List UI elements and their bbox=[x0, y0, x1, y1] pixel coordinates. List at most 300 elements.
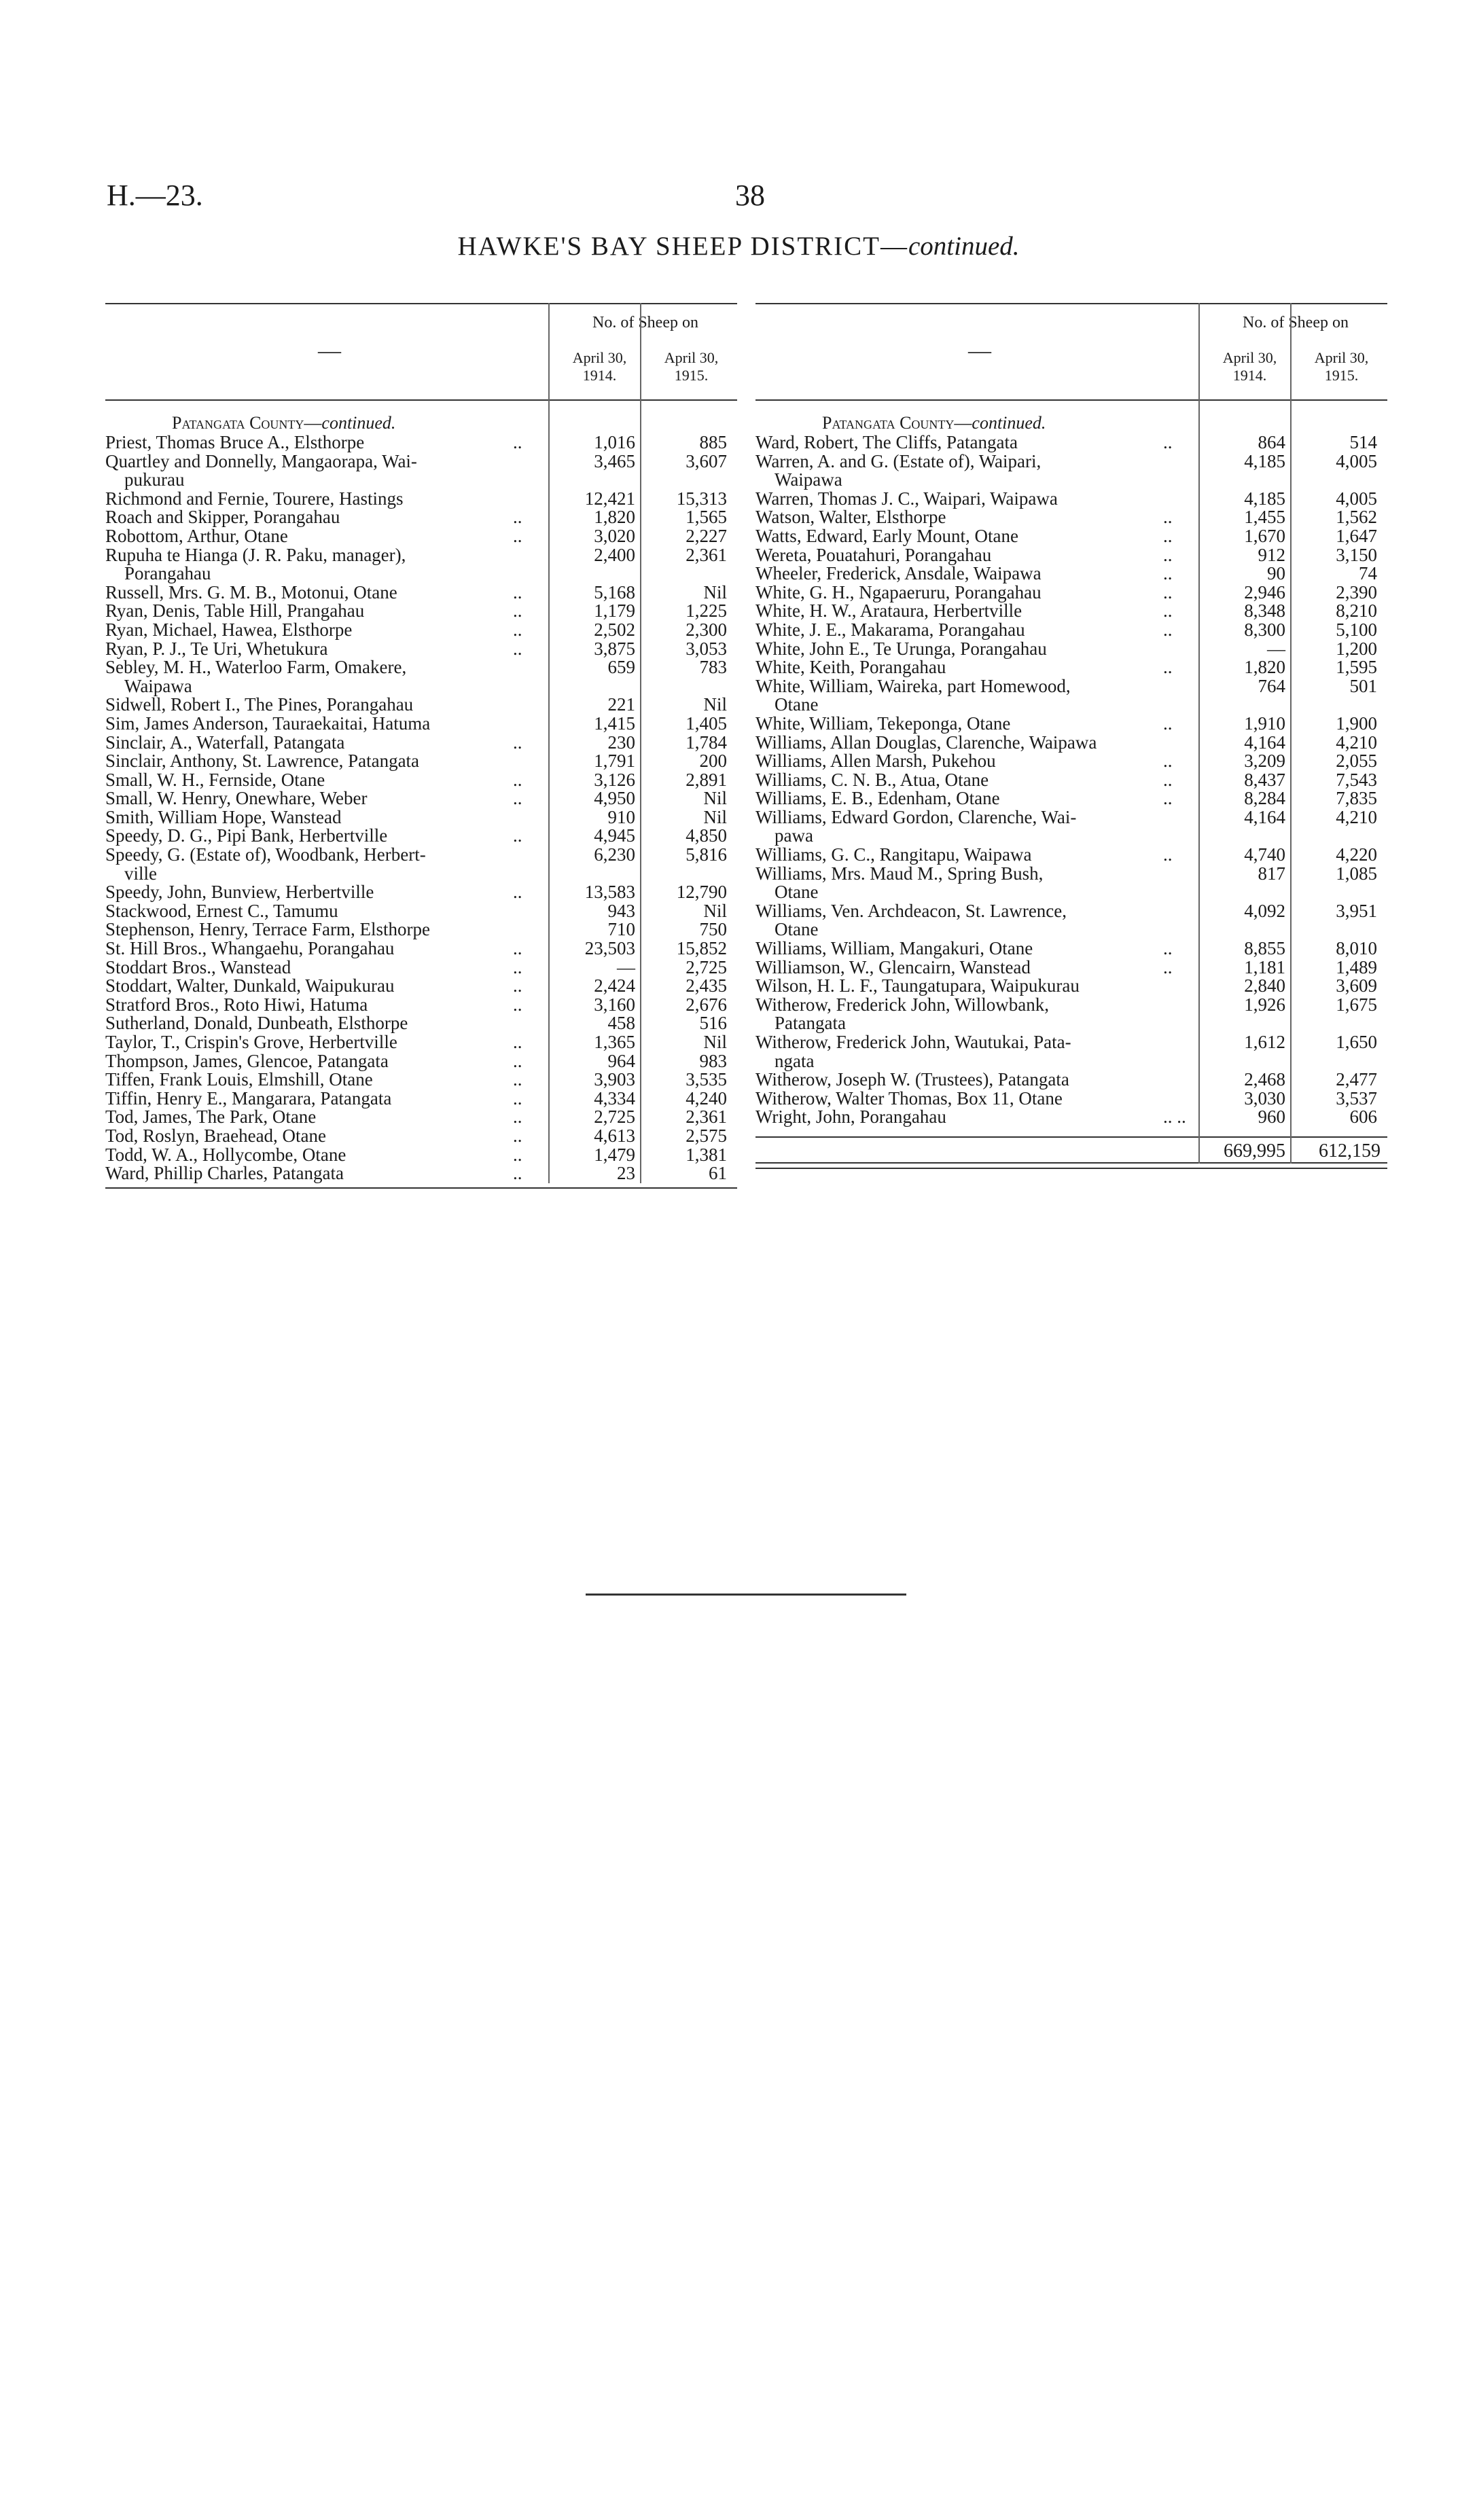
sheep-1914: 3,020 bbox=[594, 525, 635, 546]
leader-dots: .. bbox=[1163, 525, 1173, 546]
right-row-list bbox=[755, 433, 1387, 1127]
owner-name-line: Thompson, James, Glencoe, Patangata bbox=[105, 1050, 389, 1071]
totals-row bbox=[755, 1136, 1387, 1164]
leader-dots: .. bbox=[1163, 938, 1173, 959]
owner-name bbox=[755, 902, 1184, 939]
right-table bbox=[755, 303, 1387, 1164]
leader-dots: .. bbox=[513, 1069, 522, 1090]
sheep-1914: 2,424 bbox=[594, 975, 635, 996]
table-row bbox=[755, 677, 1387, 715]
sheep-1915: 1,595 bbox=[1336, 657, 1377, 678]
owner-name-line: Sinclair, A., Waterfall, Patangata bbox=[105, 732, 345, 753]
owner-name bbox=[755, 789, 1184, 808]
leader-dots: .. bbox=[1163, 563, 1173, 584]
owner-name-line: Williams, Allen Marsh, Pukehou bbox=[755, 751, 996, 772]
owner-name-line: Todd, W. A., Hollycombe, Otane bbox=[105, 1144, 346, 1165]
owner-name-line: Watson, Walter, Elsthorpe bbox=[755, 507, 946, 528]
sheep-1914: 23,503 bbox=[584, 938, 635, 959]
table-row bbox=[105, 1164, 737, 1183]
column-rule bbox=[640, 303, 641, 1183]
table-row bbox=[105, 734, 737, 753]
owner-name bbox=[105, 715, 533, 734]
owner-name bbox=[755, 677, 1184, 715]
table-row bbox=[105, 583, 737, 602]
owner-name bbox=[105, 621, 533, 640]
owner-name-line: Ward, Phillip Charles, Patangata bbox=[105, 1163, 344, 1184]
leader-dots: .. bbox=[1163, 657, 1173, 678]
leader-dots: .. bbox=[513, 732, 522, 753]
header-dash: — bbox=[318, 338, 341, 363]
owner-name-line: Ryan, P. J., Te Uri, Whetukura bbox=[105, 638, 328, 659]
owner-name bbox=[755, 1087, 1184, 1109]
sheep-1915: 4,005 bbox=[1336, 450, 1377, 471]
table-row bbox=[105, 996, 737, 1015]
owner-name-line: Wilson, H. L. F., Taungatupara, Waipukurau bbox=[755, 975, 1080, 996]
sheep-1915: 2,055 bbox=[1336, 751, 1377, 772]
owner-name-line: White, J. E., Makarama, Porangahau bbox=[755, 619, 1025, 640]
sheep-1915: 1,784 bbox=[686, 732, 727, 753]
owner-name-line: Williams, William, Mangakuri, Otane bbox=[755, 938, 1033, 959]
sheep-1915: 1,225 bbox=[686, 600, 727, 622]
sheep-1914: 1,016 bbox=[594, 432, 635, 452]
owner-name-continuation: Otane bbox=[775, 694, 819, 715]
column-rule bbox=[1198, 303, 1200, 1164]
sheep-1915: 3,609 bbox=[1336, 975, 1377, 996]
table-row bbox=[105, 1014, 737, 1033]
owner-name-line: Sim, James Anderson, Tauraekaitai, Hatuma bbox=[105, 713, 431, 734]
owner-name bbox=[105, 1052, 533, 1071]
owner-name bbox=[105, 583, 533, 602]
sheep-1915: 1,200 bbox=[1336, 638, 1377, 659]
sheep-1915: 750 bbox=[699, 919, 727, 940]
leader-dots: .. bbox=[1163, 507, 1173, 528]
leader-dots: .. bbox=[513, 769, 522, 790]
sheep-1914: 4,740 bbox=[1244, 844, 1285, 865]
sheep-1915: 3,535 bbox=[686, 1069, 727, 1090]
sheep-1915: 2,361 bbox=[686, 1106, 727, 1128]
owner-name bbox=[105, 939, 533, 958]
owner-name bbox=[105, 1146, 533, 1165]
sheep-1914: 5,168 bbox=[594, 581, 635, 602]
total-1914: 669,995 bbox=[1224, 1140, 1285, 1162]
left-row-list bbox=[105, 433, 737, 1183]
leader-dots: .. bbox=[513, 1032, 522, 1052]
sheep-1914: 90 bbox=[1267, 563, 1285, 584]
page-title bbox=[0, 231, 1477, 262]
owner-name bbox=[105, 996, 533, 1015]
table-row bbox=[755, 452, 1387, 490]
leader-dots: .. bbox=[1163, 581, 1173, 602]
sheep-1914: 3,030 bbox=[1244, 1087, 1285, 1109]
owner-name bbox=[105, 658, 533, 696]
owner-name bbox=[755, 865, 1184, 902]
table-row bbox=[755, 1087, 1387, 1109]
owner-name bbox=[105, 789, 533, 808]
owner-name bbox=[755, 977, 1184, 996]
sheep-1915: 516 bbox=[699, 1013, 727, 1034]
leader-dots: .. bbox=[513, 1125, 522, 1146]
sheep-1915: 15,852 bbox=[676, 938, 727, 959]
sheep-1914: 3,126 bbox=[594, 769, 635, 790]
table-row bbox=[755, 1033, 1387, 1070]
table-end-rule bbox=[755, 1168, 1387, 1169]
owner-name bbox=[755, 715, 1184, 734]
table-row bbox=[105, 827, 737, 846]
section-heading bbox=[105, 413, 737, 433]
sheep-1914: 817 bbox=[1258, 863, 1285, 884]
owner-name bbox=[755, 564, 1184, 583]
table-row bbox=[755, 771, 1387, 790]
leader-dots: .. bbox=[1163, 619, 1173, 640]
owner-name-continuation: ville bbox=[124, 863, 157, 884]
owner-name-line: Williams, Allan Douglas, Clarenche, Waipawa bbox=[755, 732, 1097, 753]
owner-name-line: Taylor, T., Crispin's Grove, Herbertville bbox=[105, 1032, 397, 1052]
owner-name-line: Small, W. H., Fernside, Otane bbox=[105, 769, 325, 790]
owner-name bbox=[105, 602, 533, 621]
owner-name bbox=[755, 771, 1184, 790]
total-1915: 612,159 bbox=[1319, 1140, 1381, 1162]
owner-name bbox=[105, 1014, 533, 1033]
owner-name-line: Rupuha te Hianga (J. R. Paku, manager), bbox=[105, 544, 406, 565]
sheep-1914: 764 bbox=[1258, 675, 1285, 696]
table-row bbox=[105, 752, 737, 771]
sheep-1915: Nil bbox=[703, 694, 727, 715]
leader-dots: .. bbox=[1163, 844, 1173, 865]
owner-name bbox=[105, 696, 533, 715]
table-row bbox=[755, 658, 1387, 677]
owner-name-line: Wright, John, Porangahau bbox=[755, 1106, 946, 1128]
owner-name bbox=[755, 546, 1184, 565]
owner-name bbox=[105, 902, 533, 921]
sheep-1914: 964 bbox=[607, 1050, 635, 1071]
table-row bbox=[105, 452, 737, 490]
header-sheep-label: No. of Sheep on bbox=[1243, 314, 1349, 331]
sheep-1915: 1,405 bbox=[686, 713, 727, 734]
sheep-1915: 3,951 bbox=[1336, 900, 1377, 921]
owner-name bbox=[105, 958, 533, 977]
owner-name-line: Tiffin, Henry E., Mangarara, Patangata bbox=[105, 1087, 392, 1109]
sheep-1915: 1,900 bbox=[1336, 713, 1377, 734]
table-header bbox=[105, 303, 737, 401]
sheep-1914: 4,334 bbox=[594, 1087, 635, 1109]
header-dash: — bbox=[968, 338, 991, 363]
owner-name-line: Williams, Edward Gordon, Clarenche, Wai- bbox=[755, 806, 1077, 827]
owner-name-line: Wheeler, Frederick, Ansdale, Waipawa bbox=[755, 563, 1042, 584]
owner-name-line: Watts, Edward, Early Mount, Otane bbox=[755, 525, 1018, 546]
table-row bbox=[105, 808, 737, 827]
sheep-1914: 1,479 bbox=[594, 1144, 635, 1165]
leader-dots: .. bbox=[1163, 956, 1173, 977]
column-rule bbox=[1290, 303, 1292, 1164]
leader-dots: .. bbox=[513, 825, 522, 846]
owner-name bbox=[105, 1164, 533, 1183]
sheep-1915: 4,210 bbox=[1336, 806, 1377, 827]
leader-dots: .. bbox=[1163, 713, 1173, 734]
owner-name-line: Sidwell, Robert I., The Pines, Porangahau bbox=[105, 694, 414, 715]
owner-name-line: White, Keith, Porangahau bbox=[755, 657, 946, 678]
sheep-1914: 1,910 bbox=[1244, 713, 1285, 734]
table-row bbox=[105, 658, 737, 696]
sheep-1914: 1,365 bbox=[594, 1032, 635, 1052]
owner-name bbox=[755, 1108, 1184, 1127]
sheep-1915: 2,300 bbox=[686, 619, 727, 640]
owner-name bbox=[755, 808, 1184, 846]
owner-name-line: Wereta, Pouatahuri, Porangahau bbox=[755, 544, 992, 565]
table-row bbox=[755, 734, 1387, 753]
table-header bbox=[755, 303, 1387, 401]
owner-name bbox=[105, 452, 533, 490]
header-1914-line2: 1914. bbox=[582, 367, 617, 384]
sheep-1914: — bbox=[617, 956, 635, 977]
table-row bbox=[105, 1146, 737, 1165]
sheep-1915: Nil bbox=[703, 581, 727, 602]
table-row bbox=[755, 715, 1387, 734]
owner-name-line: Stephenson, Henry, Terrace Farm, Elsthorpe bbox=[105, 919, 430, 940]
owner-name-line: St. Hill Bros., Whangaehu, Porangahau bbox=[105, 938, 395, 959]
leader-dots: .. bbox=[513, 507, 522, 528]
table-body bbox=[755, 401, 1387, 1164]
sheep-1914: 8,855 bbox=[1244, 938, 1285, 959]
sheep-1915: 514 bbox=[1349, 432, 1377, 452]
table-row bbox=[755, 846, 1387, 865]
owner-name-continuation: Waipawa bbox=[124, 675, 192, 696]
owner-name-continuation: pawa bbox=[775, 825, 813, 846]
leader-dots: .. bbox=[513, 600, 522, 622]
sheep-1915: 1,675 bbox=[1336, 994, 1377, 1015]
sheep-1914: 912 bbox=[1258, 544, 1285, 565]
sheep-1915: 74 bbox=[1359, 563, 1377, 584]
owner-name bbox=[105, 508, 533, 527]
table-row bbox=[755, 527, 1387, 546]
leader-dots: .. bbox=[513, 882, 522, 903]
table-row bbox=[105, 433, 737, 452]
sheep-1915: 2,725 bbox=[686, 956, 727, 977]
owner-name bbox=[755, 734, 1184, 753]
owner-name-continuation: Otane bbox=[775, 919, 819, 940]
owner-name bbox=[105, 527, 533, 546]
leader-dots: .. bbox=[513, 938, 522, 959]
sheep-1915: 200 bbox=[699, 751, 727, 772]
sheep-1914: 2,946 bbox=[1244, 581, 1285, 602]
table-row bbox=[105, 490, 737, 509]
owner-name-line: Warren, Thomas J. C., Waipari, Waipawa bbox=[755, 488, 1058, 509]
owner-name-line: Warren, A. and G. (Estate of), Waipari, bbox=[755, 450, 1042, 471]
sheep-1915: 8,010 bbox=[1336, 938, 1377, 959]
owner-name-line: Tod, James, The Park, Otane bbox=[105, 1106, 317, 1128]
sheep-1915: 885 bbox=[699, 432, 727, 452]
table-row bbox=[755, 433, 1387, 452]
sheep-1914: 1,670 bbox=[1244, 525, 1285, 546]
owner-name bbox=[105, 490, 533, 509]
table-row bbox=[105, 696, 737, 715]
table-row bbox=[755, 546, 1387, 565]
sheep-1915: 2,227 bbox=[686, 525, 727, 546]
section-prefix: Patangata County— bbox=[172, 413, 322, 433]
sheep-1915: 1,647 bbox=[1336, 525, 1377, 546]
sheep-1914: 910 bbox=[607, 806, 635, 827]
page-number: 38 bbox=[735, 179, 765, 212]
owner-name bbox=[755, 602, 1184, 621]
sheep-1914: 230 bbox=[607, 732, 635, 753]
owner-name-line: Sutherland, Donald, Dunbeath, Elsthorpe bbox=[105, 1013, 408, 1034]
sheep-1914: 3,903 bbox=[594, 1069, 635, 1090]
leader-dots: .. bbox=[1163, 600, 1173, 622]
sheep-1915: 1,562 bbox=[1336, 507, 1377, 528]
sheep-1915: 501 bbox=[1349, 675, 1377, 696]
owner-name-line: Richmond and Fernie, Tourere, Hastings bbox=[105, 488, 404, 509]
sheep-1914: 1,926 bbox=[1244, 994, 1285, 1015]
sheep-1915: 4,210 bbox=[1336, 732, 1377, 753]
sheep-1915: 2,477 bbox=[1336, 1069, 1377, 1090]
title-continued: continued. bbox=[908, 232, 1020, 261]
sheep-1915: 5,100 bbox=[1336, 619, 1377, 640]
owner-name bbox=[755, 958, 1184, 977]
owner-name-line: Witherow, Frederick John, Wautukai, Pata- bbox=[755, 1032, 1071, 1052]
owner-name bbox=[105, 827, 533, 846]
owner-name-line: Williams, C. N. B., Atua, Otane bbox=[755, 769, 989, 790]
sheep-1914: 4,164 bbox=[1244, 806, 1285, 827]
leader-dots: .. bbox=[1163, 769, 1173, 790]
owner-name-line: Williamson, W., Glencairn, Wanstead bbox=[755, 956, 1031, 977]
table-row bbox=[755, 602, 1387, 621]
owner-name bbox=[755, 1070, 1184, 1090]
owner-name-line: Tod, Roslyn, Braehead, Otane bbox=[105, 1125, 327, 1146]
sheep-1915: 3,053 bbox=[686, 638, 727, 659]
sheep-1914: 2,725 bbox=[594, 1106, 635, 1128]
page-identifier: H.—23. bbox=[107, 179, 203, 212]
table-row bbox=[755, 508, 1387, 527]
table-body bbox=[105, 401, 737, 1183]
table-row bbox=[105, 883, 737, 902]
owner-name-line: Speedy, G. (Estate of), Woodbank, Herbert- bbox=[105, 844, 426, 865]
owner-name-line: Stoddart, Walter, Dunkald, Waipukurau bbox=[105, 975, 395, 996]
sheep-1914: 221 bbox=[607, 694, 635, 715]
owner-name bbox=[105, 883, 533, 902]
sheep-1914: — bbox=[1267, 638, 1285, 659]
leader-dots: .. bbox=[1163, 544, 1173, 565]
sheep-1914: 23 bbox=[617, 1163, 635, 1184]
leader-dots: .. bbox=[1163, 788, 1173, 809]
owner-name bbox=[755, 508, 1184, 527]
owner-name-line: Roach and Skipper, Porangahau bbox=[105, 507, 340, 528]
owner-name-line: Speedy, John, Bunview, Herbertville bbox=[105, 882, 374, 903]
table-row bbox=[105, 1087, 737, 1109]
owner-name bbox=[105, 1087, 533, 1109]
sheep-1914: 3,465 bbox=[594, 450, 635, 471]
leader-dots: .. bbox=[513, 994, 522, 1015]
sheep-1914: 4,945 bbox=[594, 825, 635, 846]
table-row bbox=[105, 1108, 737, 1127]
table-row bbox=[105, 527, 737, 546]
leader-dots: .. bbox=[513, 638, 522, 659]
section-suffix: continued. bbox=[321, 413, 396, 433]
sheep-1914: 4,164 bbox=[1244, 732, 1285, 753]
owner-name-line: Priest, Thomas Bruce A., Elsthorpe bbox=[105, 432, 365, 452]
table-row bbox=[105, 546, 737, 583]
sheep-1914: 1,612 bbox=[1244, 1032, 1285, 1052]
sheep-1914: 8,284 bbox=[1244, 788, 1285, 809]
leader-dots: .. bbox=[1163, 432, 1173, 452]
table-row bbox=[105, 789, 737, 808]
owner-name bbox=[105, 734, 533, 753]
table-row bbox=[755, 789, 1387, 808]
sheep-1914: 659 bbox=[607, 657, 635, 678]
table-row bbox=[105, 846, 737, 883]
table-row bbox=[755, 490, 1387, 509]
leader-dots: .. bbox=[513, 1106, 522, 1128]
sheep-1914: 2,840 bbox=[1244, 975, 1285, 996]
owner-name bbox=[105, 1108, 533, 1127]
table-row bbox=[105, 902, 737, 921]
header-1915 bbox=[645, 349, 737, 384]
owner-name-line: Robottom, Arthur, Otane bbox=[105, 525, 288, 546]
leader-dots: .. bbox=[513, 432, 522, 452]
header-1915-line1: April 30, bbox=[664, 349, 719, 366]
owner-name bbox=[105, 808, 533, 827]
owner-name-line: Williams, Ven. Archdeacon, St. Lawrence, bbox=[755, 900, 1067, 921]
sheep-1914: 1,820 bbox=[594, 507, 635, 528]
sheep-1915: 61 bbox=[709, 1163, 727, 1184]
sheep-1914: 6,230 bbox=[594, 844, 635, 865]
header-sheep-label: No. of Sheep on bbox=[592, 314, 698, 331]
table-row bbox=[105, 715, 737, 734]
sheep-1914: 1,181 bbox=[1244, 956, 1285, 977]
sheep-1914: 4,950 bbox=[594, 788, 635, 809]
sheep-1914: 864 bbox=[1258, 432, 1285, 452]
sheep-1914: 4,185 bbox=[1244, 488, 1285, 509]
sheep-1914: 3,209 bbox=[1244, 751, 1285, 772]
sheep-1914: 3,875 bbox=[594, 638, 635, 659]
owner-name bbox=[755, 752, 1184, 771]
sheep-1915: 4,220 bbox=[1336, 844, 1377, 865]
leader-dots: .. bbox=[513, 975, 522, 996]
owner-name-line: Williams, Mrs. Maud M., Spring Bush, bbox=[755, 863, 1044, 884]
owner-name bbox=[105, 640, 533, 659]
leader-dots: .. bbox=[513, 619, 522, 640]
owner-name bbox=[105, 1127, 533, 1146]
table-row bbox=[755, 640, 1387, 659]
sheep-1915: 783 bbox=[699, 657, 727, 678]
owner-name-line: Speedy, D. G., Pipi Bank, Herbertville bbox=[105, 825, 388, 846]
sheep-1914: 960 bbox=[1258, 1106, 1285, 1128]
header-1915 bbox=[1296, 349, 1387, 384]
table-row bbox=[755, 752, 1387, 771]
sheep-1915: 12,790 bbox=[676, 882, 727, 903]
table-row bbox=[105, 621, 737, 640]
owner-name-line: Ward, Robert, The Cliffs, Patangata bbox=[755, 432, 1018, 452]
sheep-1915: 2,676 bbox=[686, 994, 727, 1015]
owner-name bbox=[105, 977, 533, 996]
sheep-1914: 710 bbox=[607, 919, 635, 940]
leader-dots: .. .. bbox=[1163, 1106, 1186, 1128]
owner-name bbox=[105, 920, 533, 939]
owner-name-line: Quartley and Donnelly, Mangaorapa, Wai- bbox=[105, 450, 417, 471]
sheep-1915: 2,390 bbox=[1336, 581, 1377, 602]
leader-dots: .. bbox=[1163, 751, 1173, 772]
leader-dots: .. bbox=[513, 1144, 522, 1165]
owner-name bbox=[105, 771, 533, 790]
owner-name bbox=[755, 658, 1184, 677]
owner-name-line: Sinclair, Anthony, St. Lawrence, Patangata bbox=[105, 751, 420, 772]
sheep-1914: 8,348 bbox=[1244, 600, 1285, 622]
table-row bbox=[105, 1070, 737, 1090]
leader-dots: .. bbox=[513, 525, 522, 546]
table-row bbox=[755, 621, 1387, 640]
sheep-1914: 13,583 bbox=[584, 882, 635, 903]
sheep-1914: 1,791 bbox=[594, 751, 635, 772]
owner-name-line: Small, W. Henry, Onewhare, Weber bbox=[105, 788, 368, 809]
sheep-1915: 2,435 bbox=[686, 975, 727, 996]
